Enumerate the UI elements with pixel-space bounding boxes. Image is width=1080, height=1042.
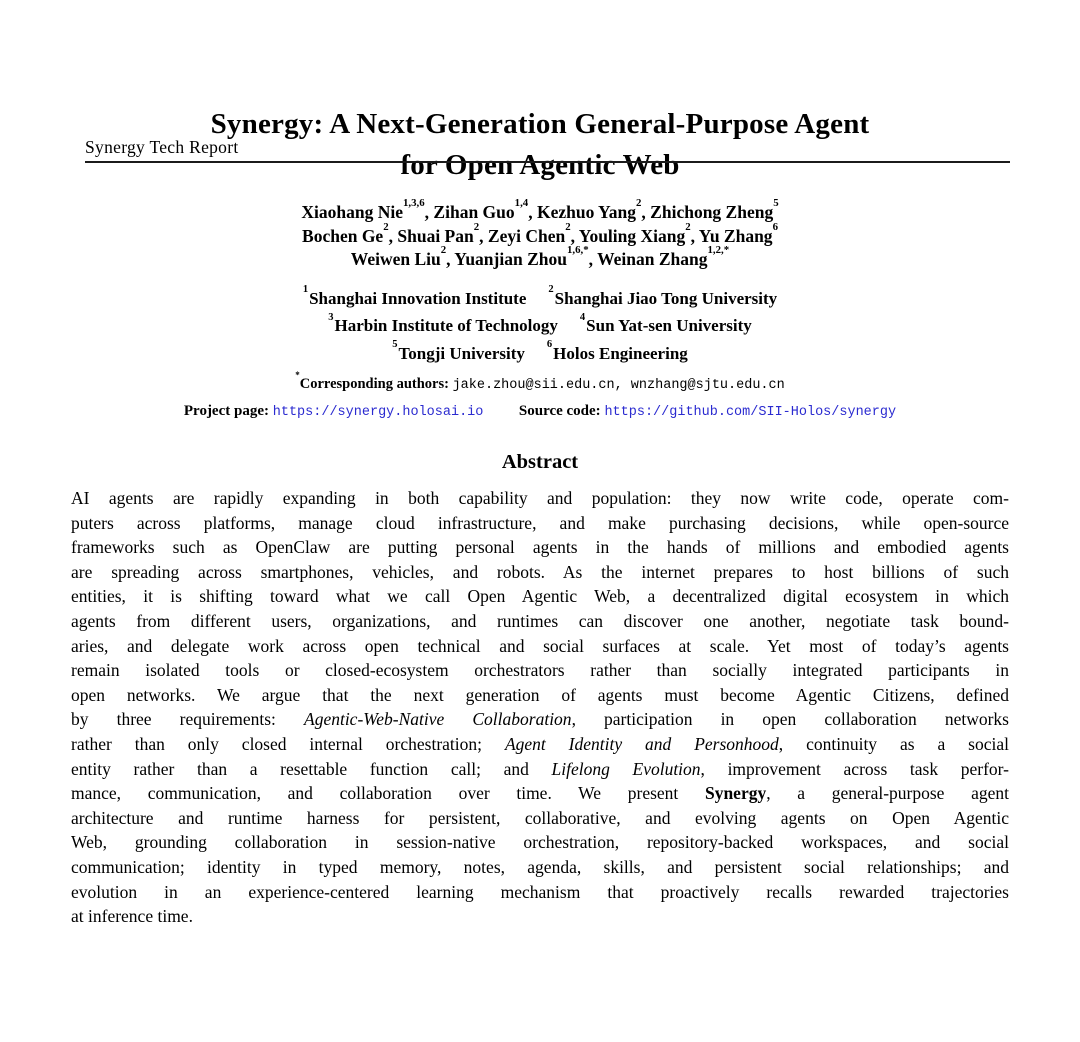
author-affiliation-sup: 1,3,6	[402, 197, 425, 210]
abstract-line: entity rather than a resettable function call; and Lifelong Evolution, improvement across task perfor-	[71, 758, 1009, 779]
affiliation-block	[71, 285, 1009, 368]
abstract-line: open networks. We argue that the next generation of agents must become Agentic Citizens, defined	[71, 684, 1009, 705]
author-affiliation-sup: 6	[772, 220, 778, 233]
author-name: Bochen Ge	[302, 225, 384, 246]
abstract-line: Web, grounding collaboration in session-native orchestration, repository-backed workspaces, and social	[71, 832, 1009, 853]
running-head: Synergy Tech Report	[85, 137, 239, 157]
author-name: Kezhuo Yang	[536, 202, 636, 222]
author-name: Xiaohang Nie	[301, 202, 403, 222]
author-line: Bochen Ge$^2$, Shuai Pan$^2$, Zeyi Chen$^2$, Youling Xiang$^2$, Yu Zhang$^6$	[302, 220, 778, 246]
author-affiliation-sup: 1,2,*	[707, 244, 730, 257]
affiliation-sup: 1	[302, 284, 309, 296]
author-name: Zihan Guo	[433, 202, 515, 222]
author-affiliation-sup: 1,6,*	[566, 244, 589, 257]
author-name: Weinan Zhang	[597, 249, 708, 269]
author-affiliation-sup: 2	[685, 220, 691, 233]
corresponding-emails: jake.zhou@sii.edu.cn, wnzhang@sjtu.edu.cn	[452, 378, 785, 393]
author-line: Weiwen Liu$^2$, Yuanjian Zhou$^{1,6,*}$, Weinan Zhang$^{1,2,*}$	[350, 244, 730, 269]
links-line	[71, 403, 1009, 420]
affiliation-name: Harbin Institute of Technology	[334, 316, 558, 335]
author-affiliation-sup: 2	[473, 220, 480, 233]
affiliation-name: Shanghai Jiao Tong University	[554, 288, 778, 308]
affiliation-sup: 2	[548, 284, 554, 296]
affiliation-item	[579, 311, 752, 335]
affiliation-name: Sun Yat-sen University	[586, 316, 752, 335]
header-rule	[85, 161, 1010, 163]
abstract-paragraph	[71, 486, 1009, 929]
abstract-line: aries, and delegate work across open technical and social surfaces at scale. Yet most of today’s agents	[71, 635, 1009, 656]
corresponding-asterisk: *	[295, 370, 300, 381]
abstract-heading: Abstract	[501, 451, 579, 473]
corresponding-note	[71, 370, 1009, 393]
author-name: Zhichong Zheng	[650, 202, 774, 222]
affiliation-line	[71, 340, 1009, 368]
author-name: Shuai Pan	[397, 225, 474, 246]
affiliation-sup: 6	[546, 339, 553, 351]
paper-page	[0, 104, 1080, 1042]
project-page-link[interactable]: https://synergy.holosai.io	[272, 405, 484, 420]
affiliation-item	[328, 311, 558, 335]
affiliation-sup: 5	[392, 339, 398, 351]
abstract-line: puters across platforms, manage cloud infrastructure, and make purchasing decisions, while open-source	[71, 512, 1009, 533]
title-line-2: for Open Agentic Web	[400, 149, 680, 181]
affiliation-sup: 3	[328, 311, 334, 323]
affiliation-item	[546, 339, 688, 363]
abstract-line: rather than only closed internal orchestration; Agent Identity and Personhood, continuity as a social	[71, 733, 1009, 754]
affiliation-line	[71, 285, 1009, 313]
author-affiliation-sup: 2	[440, 244, 447, 257]
affiliation-line	[71, 312, 1009, 340]
source-code-link[interactable]: https://github.com/SII-Holos/synergy	[604, 405, 897, 420]
title-line-1: Synergy: A Next-Generation General-Purpose Agent	[210, 108, 870, 140]
abstract-line: are spreading across smartphones, vehicles, and robots. As the internet prepares to host billions of such	[71, 561, 1009, 582]
abstract-line: frameworks such as OpenClaw are putting personal agents in the hands of millions and embodied agents	[71, 537, 1009, 558]
author-name: Yu Zhang	[698, 225, 773, 246]
affiliation-name: Tongji University	[398, 343, 525, 363]
author-block	[71, 197, 1009, 272]
abstract-line: by three requirements: Agentic-Web-Native Collaboration, participation in open collaboration networks	[71, 709, 1009, 730]
author-name: Zeyi Chen	[487, 225, 566, 246]
author-name: Yuanjian Zhou	[454, 249, 567, 269]
affiliation-item	[548, 284, 778, 308]
abstract-line: evolution in an experience-centered learning mechanism that proactively recalls rewarded trajectories	[71, 881, 1009, 902]
abstract-line: at inference time.	[71, 906, 193, 927]
affiliation-name: Holos Engineering	[553, 343, 688, 363]
author-affiliation-sup: 5	[773, 197, 779, 210]
affiliation-item	[302, 284, 527, 308]
author-affiliation-sup: 1,4	[514, 197, 529, 210]
paper-content	[0, 104, 1080, 929]
affiliation-item	[392, 339, 525, 363]
corresponding-label: Corresponding authors:	[299, 376, 449, 392]
author-affiliation-sup: 2	[383, 220, 389, 233]
author-name: Youling Xiang	[578, 225, 686, 246]
author-line: Xiaohang Nie$^{1,3,6}$, Zihan Guo$^{1,4}$, Kezhuo Yang$^2$, Zhichong Zheng$^5$	[301, 197, 779, 222]
abstract-line: communication; identity in typed memory, notes, agenda, skills, and persistent social relationships; and	[71, 856, 1009, 877]
affiliation-sup: 4	[579, 311, 586, 323]
abstract-line: agents from different users, organizations, and runtimes can discover one another, negotiate task bound-	[71, 610, 1009, 631]
author-name: Weiwen Liu	[350, 249, 441, 269]
affiliation-name: Shanghai Innovation Institute	[309, 288, 527, 308]
abstract-line: entities, it is shifting toward what we call Open Agentic Web, a decentralized digital ecosystem in which	[71, 586, 1009, 607]
abstract-line: remain isolated tools or closed-ecosystem orchestrators rather than socially integrated participants in	[71, 660, 1009, 681]
source-code-label: Source code:	[518, 403, 601, 419]
abstract-line: AI agents are rapidly expanding in both capability and population: they now write code, operate com-	[71, 488, 1009, 508]
project-page-label: Project page:	[183, 403, 269, 419]
abstract-line: mance, communication, and collaboration over time. We present Synergy, a general-purpose agent	[71, 783, 1010, 804]
abstract-line: architecture and runtime harness for persistent, collaborative, and evolving agents on Open Agentic	[71, 807, 1009, 828]
author-affiliation-sup: 2	[565, 220, 571, 233]
author-affiliation-sup: 2	[636, 197, 642, 210]
